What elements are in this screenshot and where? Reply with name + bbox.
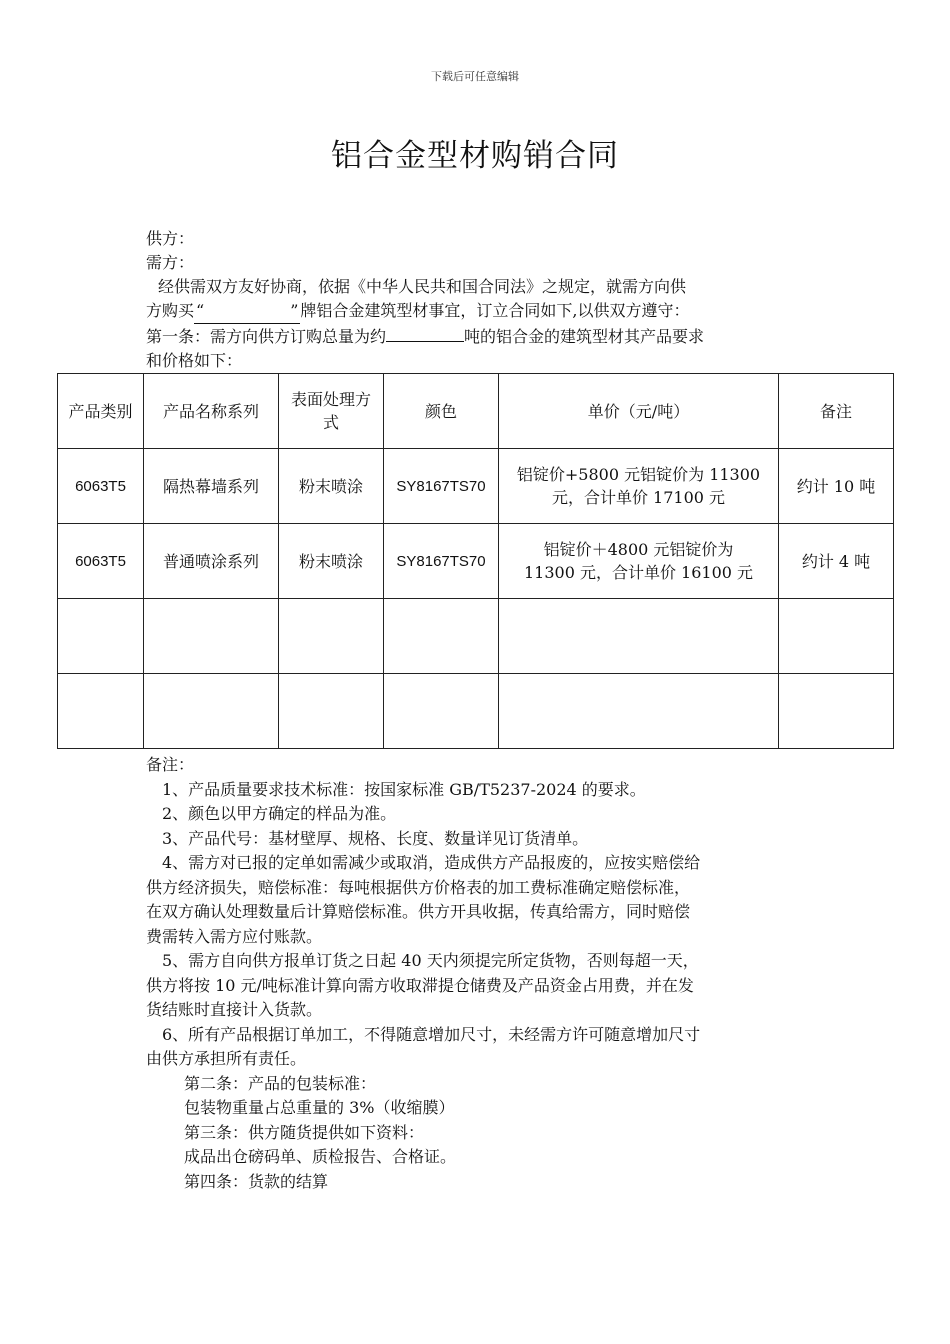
cell-price-line1: 铝锭价+5800 元铝锭价为 11300 bbox=[516, 465, 761, 484]
empty-cell bbox=[279, 599, 384, 674]
note-item-5-line3: 货结账时直接计入货款。 bbox=[146, 1000, 323, 1019]
header-remark: 备注 bbox=[779, 374, 894, 449]
article3-body: 成品出仓磅码单、质检报告、合格证。 bbox=[184, 1147, 457, 1166]
article1-line2: 和价格如下： bbox=[146, 351, 243, 370]
header-surface: 表面处理方式 bbox=[279, 374, 384, 449]
document-title: 铝合金型材购销合同 bbox=[331, 138, 619, 174]
empty-cell bbox=[779, 599, 894, 674]
table-header-row bbox=[58, 374, 894, 449]
cell-color: SY8167TS70 bbox=[384, 524, 499, 599]
brand-blank bbox=[194, 299, 300, 324]
cell-color: SY8167TS70 bbox=[384, 449, 499, 524]
note-item-4-line4: 费需转入需方应付账款。 bbox=[146, 926, 323, 946]
cell-remark: 约计 10 吨 bbox=[779, 449, 894, 524]
header-name: 产品名称系列 bbox=[144, 374, 279, 449]
cell-price bbox=[499, 449, 779, 524]
note-item-5-line1: 5、需方自向供方报单订货之日起 40 天内须提完所定货物，否则每超一天， bbox=[162, 951, 699, 970]
note-item-6-line1: 6、所有产品根据订单加工，不得随意增加尺寸，未经需方许可随意增加尺寸 bbox=[162, 1024, 701, 1044]
cell-surface: 粉末喷涂 bbox=[279, 524, 384, 599]
article1-text-post: 吨的铝合金的建筑型材其产品要求 bbox=[464, 327, 705, 346]
intro-paragraph-line1: 经供需双方友好协商，依据《中华人民共和国合同法》之规定，就需方向供 bbox=[158, 277, 687, 296]
empty-cell bbox=[58, 674, 144, 749]
cell-category: 6063T5 bbox=[58, 449, 144, 524]
supplier-label: 供方： bbox=[146, 229, 195, 248]
contract-intro bbox=[146, 227, 818, 373]
cell-remark: 约计 4 吨 bbox=[779, 524, 894, 599]
cell-price-line1: 铝锭价＋4800 元铝锭价为 bbox=[543, 540, 734, 559]
cell-name: 普通喷涂系列 bbox=[144, 524, 279, 599]
empty-cell bbox=[384, 674, 499, 749]
empty-cell bbox=[384, 599, 499, 674]
header-note: 下载后可任意编辑 bbox=[431, 70, 519, 83]
cell-price bbox=[499, 524, 779, 599]
cell-price-line2: 11300 元，合计单价 16100 元 bbox=[523, 563, 754, 582]
empty-cell bbox=[144, 599, 279, 674]
note-item-2: 2、颜色以甲方确定的样品为准。 bbox=[162, 804, 397, 823]
buyer-label: 需方： bbox=[146, 253, 195, 272]
article4-heading: 第四条：货款的结算 bbox=[184, 1171, 329, 1191]
brand-quote-open: “ bbox=[196, 301, 205, 320]
cell-price-line2: 元，合计单价 17100 元 bbox=[551, 488, 726, 507]
note-item-5-line2: 供方将按 10 元/吨标准计算向需方收取滞提仓储费及产品资金占用费，并在发 bbox=[146, 975, 694, 995]
article1-line1 bbox=[146, 324, 818, 349]
empty-cell bbox=[779, 674, 894, 749]
cell-category: 6063T5 bbox=[58, 524, 144, 599]
note-item-3: 3、产品代号：基材壁厚、规格、长度、数量详见订货清单。 bbox=[162, 828, 589, 848]
note-item-1: 1、产品质量要求技术标准：按国家标准 GB/T5237-2024 的要求。 bbox=[162, 779, 646, 799]
intro-paragraph-line2 bbox=[146, 299, 818, 324]
header-color: 颜色 bbox=[384, 374, 499, 449]
table-row bbox=[58, 524, 894, 599]
table-row-empty bbox=[58, 674, 894, 749]
header-category: 产品类别 bbox=[58, 374, 144, 449]
cell-name: 隔热幕墙系列 bbox=[144, 449, 279, 524]
note-item-4-line3: 在双方确认处理数量后计算赔偿标准。供方开具收据，传真给需方，同时赔偿 bbox=[146, 902, 691, 921]
intro-brand-text: 牌铝合金建筑型材事宜，订立合同如下,以供双方遵守： bbox=[300, 301, 690, 320]
note-item-4-line2: 供方经济损失，赔偿标准：每吨根据供方价格表的加工费标准确定赔偿标准， bbox=[146, 877, 691, 897]
contract-notes bbox=[146, 753, 818, 1194]
brand-quote-close: ” bbox=[290, 301, 299, 320]
empty-cell bbox=[279, 674, 384, 749]
note-item-6-line2: 由供方承担所有责任。 bbox=[146, 1049, 307, 1068]
table-row-empty bbox=[58, 599, 894, 674]
article1-text-pre: 第一条：需方向供方订购总量为约 bbox=[146, 327, 387, 346]
notes-heading: 备注： bbox=[146, 755, 195, 774]
total-quantity-blank bbox=[386, 324, 464, 342]
product-price-table bbox=[57, 373, 894, 749]
table-row bbox=[58, 449, 894, 524]
note-item-4-line1: 4、需方对已报的定单如需减少或取消，造成供方产品报废的，应按实赔偿给 bbox=[162, 853, 701, 872]
empty-cell bbox=[58, 599, 144, 674]
empty-cell bbox=[499, 674, 779, 749]
cell-surface: 粉末喷涂 bbox=[279, 449, 384, 524]
empty-cell bbox=[144, 674, 279, 749]
intro-purchase-text: 方购买 bbox=[146, 301, 195, 320]
article3-heading: 第三条：供方随货提供如下资料： bbox=[184, 1122, 425, 1142]
article2-body: 包装物重量占总重量的 3%（收缩膜） bbox=[184, 1098, 455, 1117]
header-price: 单价（元/吨） bbox=[499, 374, 779, 449]
article2-heading: 第二条：产品的包装标准： bbox=[184, 1073, 377, 1093]
empty-cell bbox=[499, 599, 779, 674]
